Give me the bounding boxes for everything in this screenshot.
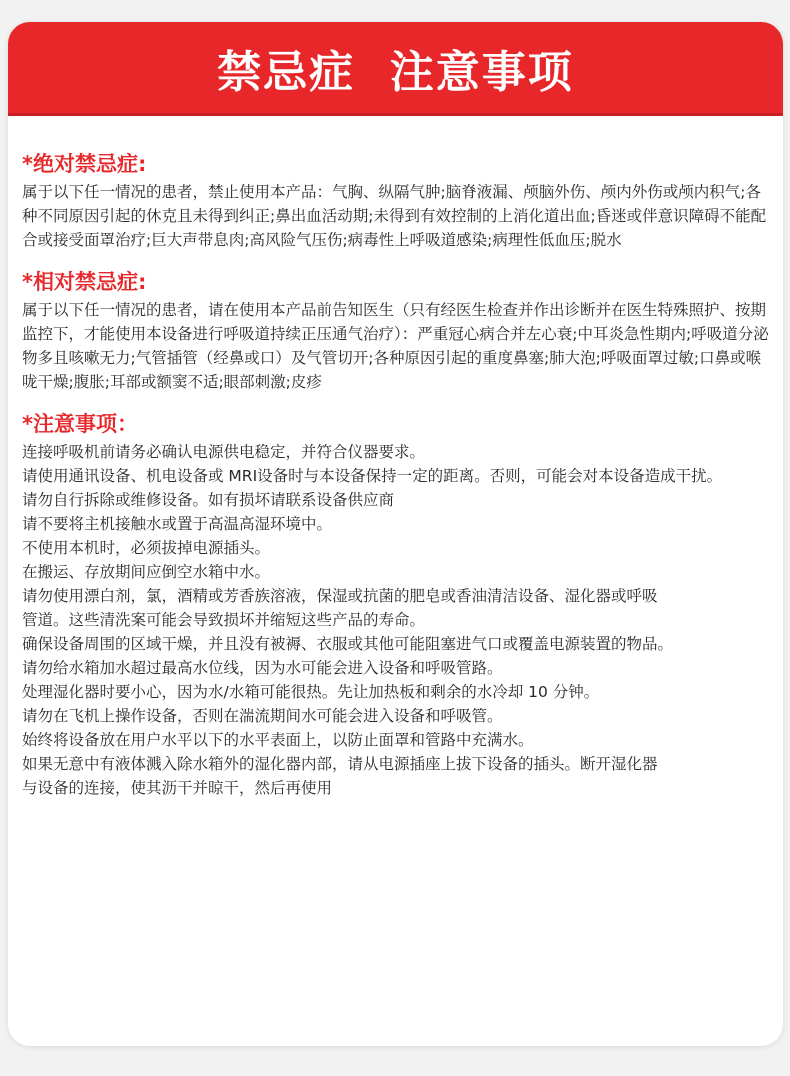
precaution-line: 与设备的连接，使其沥干并晾干，然后再使用	[22, 779, 333, 797]
precaution-line: 连接呼吸机前请务必确认电源供电稳定，并符合仪器要求。	[22, 443, 426, 461]
precaution-line: 请勿自行拆除或维修设备。如有损坏请联系设备供应商	[22, 491, 395, 509]
precaution-line: 请使用通讯设备、机电设备或 MRI设备时与本设备保持一定的距离。否则，可能会对本设备造成干扰。	[22, 467, 723, 485]
section-title: *相对禁忌症:	[22, 270, 147, 294]
header-banner	[8, 22, 783, 116]
section-paragraph: 属于以下任一情况的患者，请在使用本产品前告知医生（只有经医生检查并作出诊断并在医生特殊照护、按期监控下，才能使用本设备进行呼吸道持续正压通气治疗）：严重冠心病合并左心衰;中耳炎急性期内;呼吸道分泌物多且咳嗽无力;气管插管（经鼻或口）及气管切开;各种原因引起的重度鼻塞;肺大泡;呼吸面罩过敏;口鼻或喉咙干燥;腹胀;耳部或额窦不适;眼部刺激;皮疹	[22, 301, 769, 391]
section-title: *注意事项：	[22, 412, 138, 436]
content-body	[8, 116, 783, 800]
content-card	[8, 22, 783, 1046]
precaution-line: 如果无意中有液体溅入除水箱外的湿化器内部，请从电源插座上拔下设备的插头。断开湿化器	[22, 755, 658, 773]
precaution-line: 请勿在飞机上操作设备，否则在湍流期间水可能会进入设备和呼吸管。	[22, 707, 503, 725]
precaution-line: 请不要将主机接触水或置于高温高湿环境中。	[22, 515, 333, 533]
section-absolute-contraindications	[22, 150, 769, 252]
precaution-line: 确保设备周围的区域干燥，并且没有被褥、衣服或其他可能阻塞进气口或覆盖电源装置的物品。	[22, 635, 674, 653]
precaution-line: 不使用本机时，必须拔掉电源插头。	[22, 539, 271, 557]
precaution-line: 在搬运、存放期间应倒空水箱中水。	[22, 563, 271, 581]
precaution-line: 始终将设备放在用户水平以下的水平表面上，以防止面罩和管路中充满水。	[22, 731, 534, 749]
precaution-line: 处理湿化器时要小心，因为水/水箱可能很热。先让加热板和剩余的水冷却 10 分钟。	[22, 683, 600, 701]
section-title: *绝对禁忌症:	[22, 152, 147, 176]
section-precautions	[22, 410, 769, 800]
section-relative-contraindications	[22, 268, 769, 394]
section-paragraph: 属于以下任一情况的患者，禁止使用本产品：气胸、纵隔气肿;脑脊液漏、颅脑外伤、颅内外伤或颅内积气;各种不同原因引起的休克且未得到纠正;鼻出血活动期;未得到有效控制的上消化道出血;昏迷或伴意识障碍不能配合或接受面罩治疗;巨大声带息肉;高风险气压伤;病毒性上呼吸道感染;病理性低血压;脱水	[22, 183, 767, 249]
precaution-line: 管道。这些清洗案可能会导致损坏并缩短这些产品的寿命。	[22, 611, 426, 629]
precaution-line: 请勿使用漂白剂，氯，酒精或芳香族溶液，保湿或抗菌的肥皂或香油清洁设备、湿化器或呼吸	[22, 587, 658, 605]
precaution-line: 请勿给水箱加水超过最高水位线，因为水可能会进入设备和呼吸管路。	[22, 659, 503, 677]
page-title: 禁忌症 注意事项	[217, 46, 574, 98]
